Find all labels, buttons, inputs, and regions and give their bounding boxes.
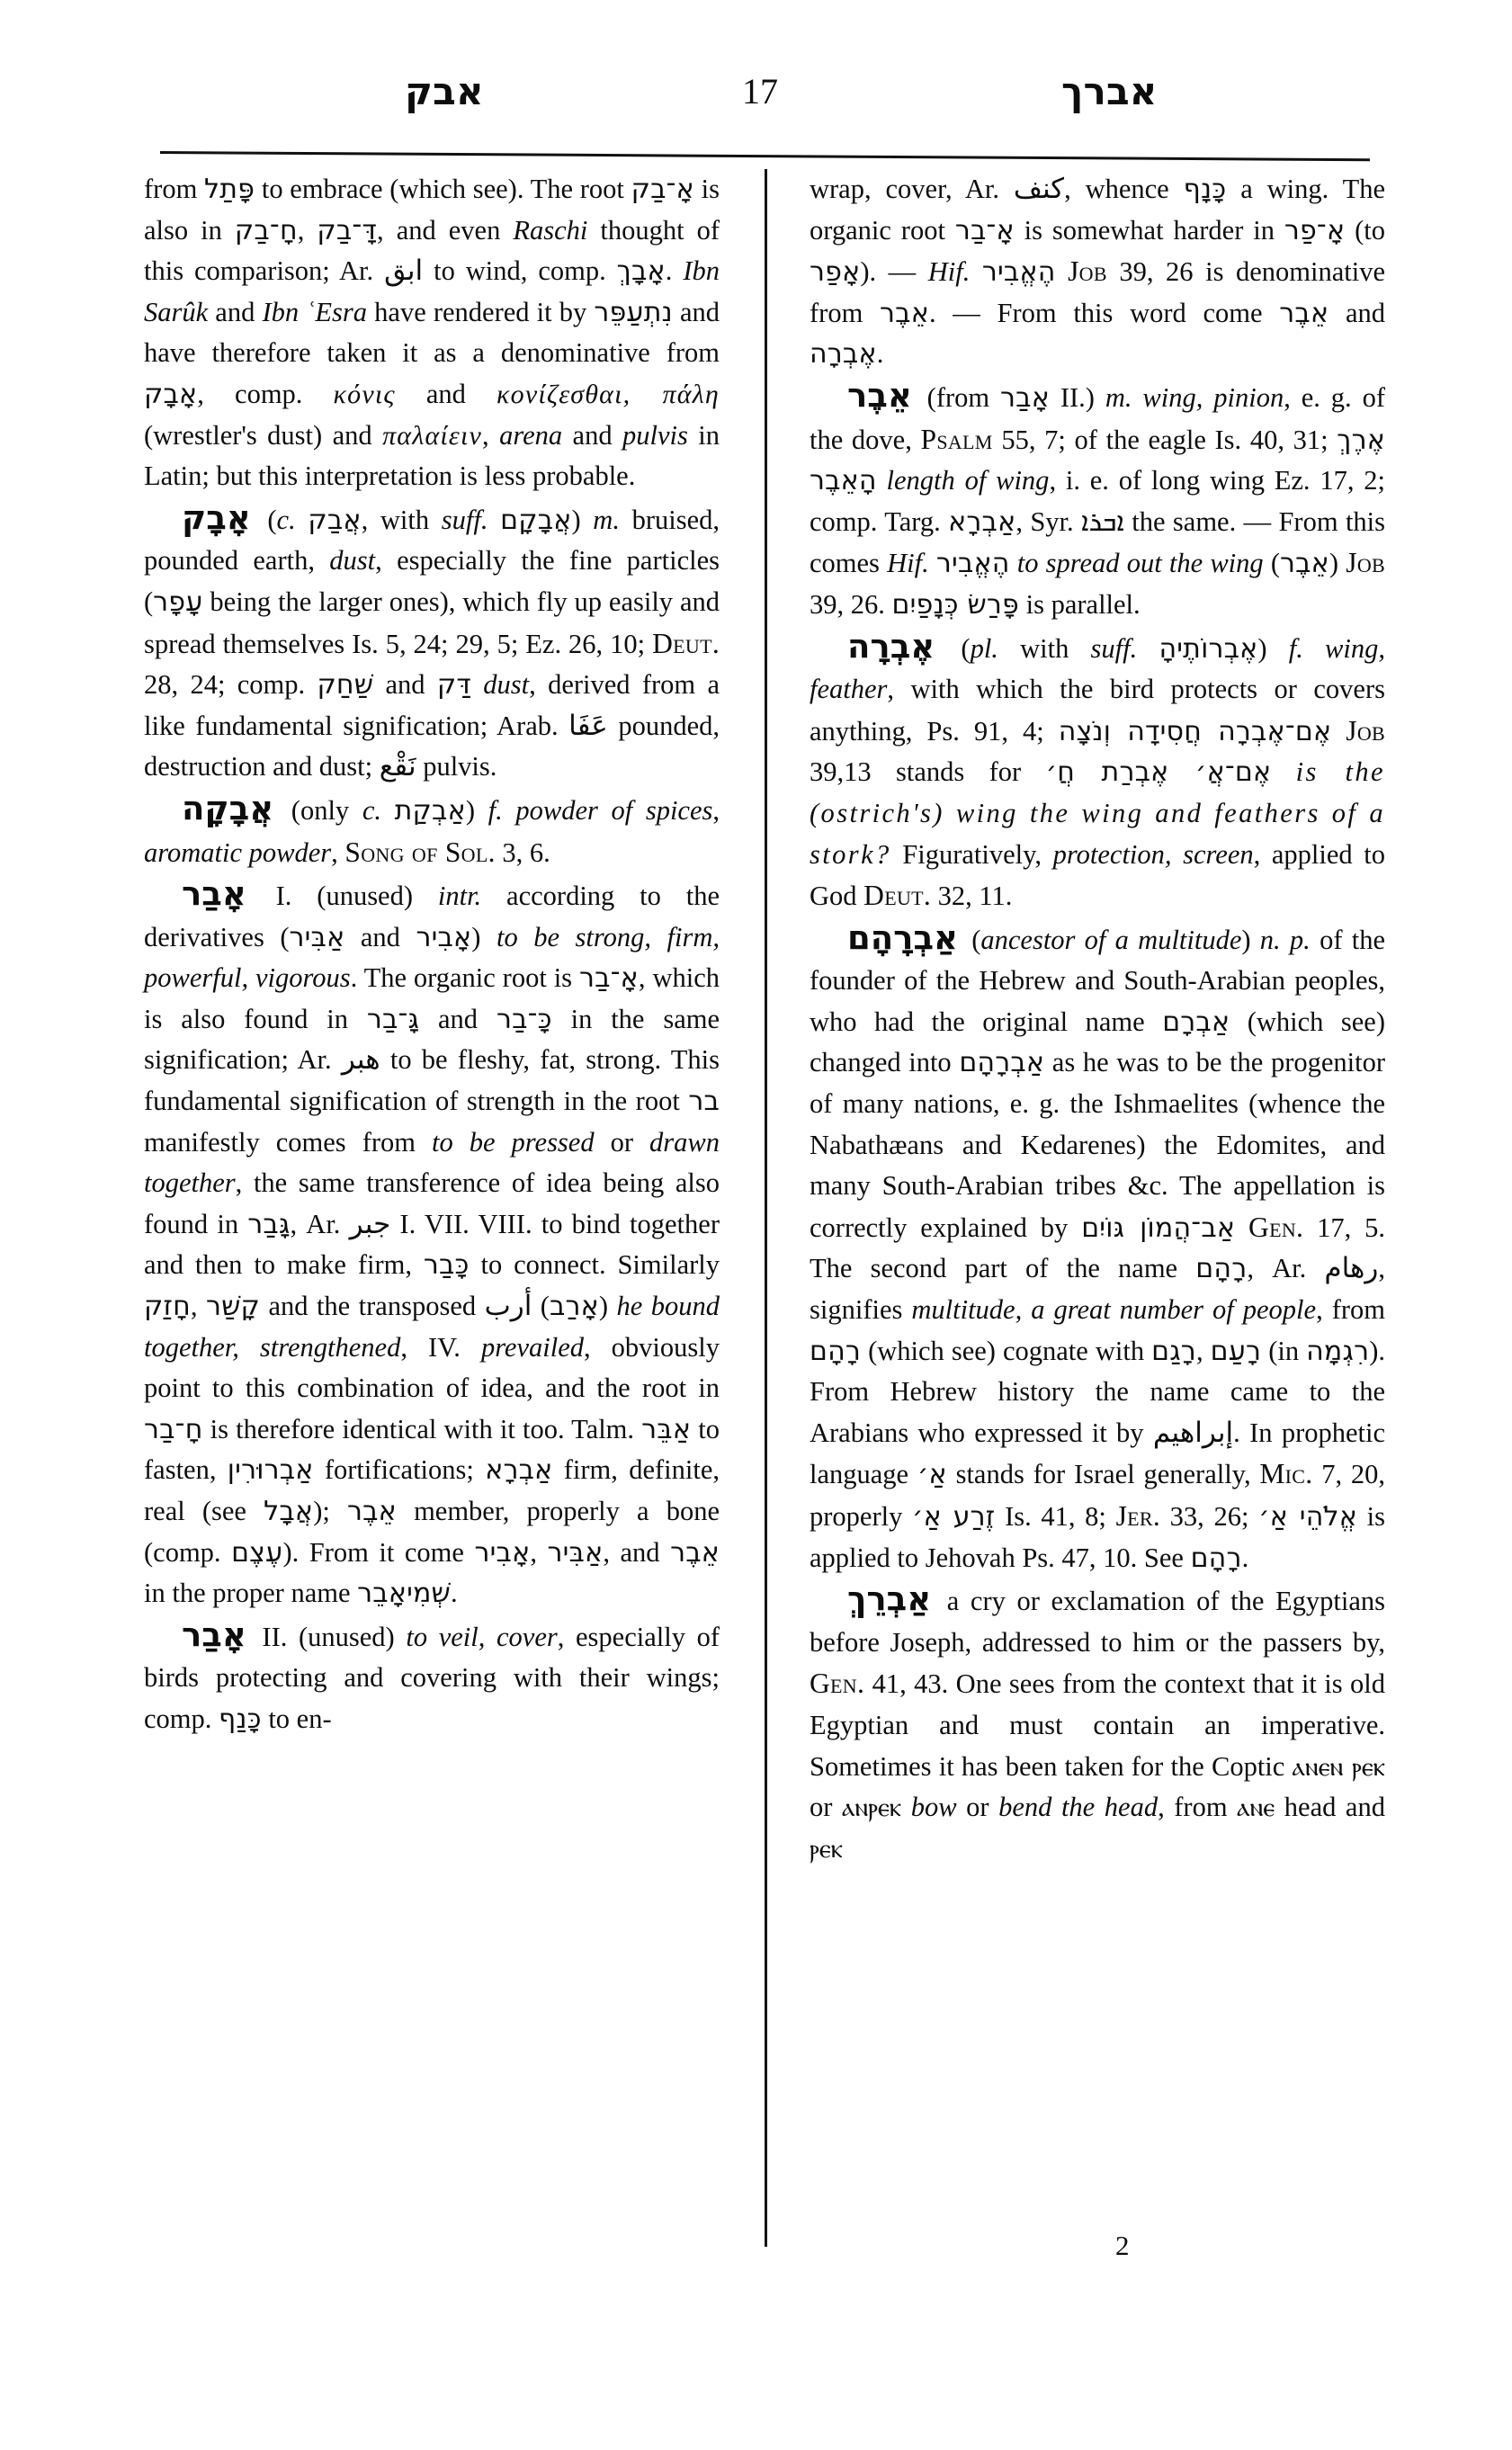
syriac-word: ܐܒܪܐ (1081, 505, 1124, 538)
hebrew-word: אָבָךְ (616, 255, 666, 288)
hebrew-word: כָּנַף (219, 1703, 262, 1735)
hebrew-word: אָ־בַק (631, 174, 694, 205)
hebrew-word: אָפַר (810, 256, 861, 289)
right-column (810, 169, 1385, 1869)
hebrew-word: דָּ־בַק (317, 214, 378, 246)
arabic-word: رهام (1324, 1252, 1379, 1285)
hebrew-word: אֵבֶר (670, 1536, 720, 1569)
entry-abrek: אַבְרֵךְ a cry or exclamation of the Egyptians before Joseph, addressed to him or the passers by, Gen. 41, 43. One sees from the context that it is old Egyptian and must contain an imperative. Sometimes it has been taken for the Coptic ⲁⲛⲉⲛ ⲣⲉⲕ or ⲁⲛⲣⲉⲕ bow or bend the head, from ⲁⲛⲉ head and ⲣⲉⲕ (810, 1579, 1386, 1864)
hebrew-word: אַבְקַת (394, 794, 466, 827)
entry-abaqah: אֲבָקָה (only c. אַבְקַת) f. powder of spices, aromatic powder, Song of Sol. 3, 6. (144, 788, 720, 868)
entry-ebrah: אֶבְרָה (pl. with suff. אֶבְרוֹתֶיהָ) f. wing, feather, with which the bird protects or covers anything, Ps. 91, 4; אֶם־אֶבְרָה חֲסִידָה וְנֹצָה Job 39,13 stands for אֶם־אֲ׳ אֶבְרַת חֲ׳ is the (ostrich's) wing the wing and feathers of a stork? Figuratively, protection, screen, applied to God Deut. 32, 11. (810, 626, 1386, 912)
headword-ebrah: אֶבְרָה (847, 626, 935, 666)
arabic-word: إبراهيم (1152, 1416, 1234, 1449)
arabic-word: عَفَا (568, 709, 608, 742)
bible-reference: Mic. (1259, 1458, 1313, 1490)
entry-abaq-noun: אָבָק (c. אֲבַק, with suff. אֲבָקָם) m. bruised, pounded earth, dust, especially the fine particles (עָפָר being the larger ones), which fly up easily and spread themselves Is. 5, 24; 29, 5; Ez. 26, 10; Deut. 28, 24; comp. שַׁחַק and דַּק dust, derived from a like fundamental signification; Arab. عَفَا pounded, destruction and dust; نَقْع pulvis. (144, 497, 720, 783)
hebrew-word: שַׁחַק (317, 669, 374, 702)
bible-reference: Deut. (863, 880, 932, 912)
hebrew-word: אָרַב (549, 1291, 599, 1323)
headword-abar-i: אָבַר (182, 874, 246, 914)
arabic-word: هبر (341, 1043, 380, 1077)
arabic-word: جبر (349, 1207, 391, 1240)
hebrew-word: אָבַר (1000, 381, 1050, 414)
hebrew-word: הֶאֱבִיר (981, 256, 1056, 289)
hebrew-word: רָהָם (1190, 1542, 1242, 1574)
bible-reference: Deut. (652, 627, 720, 659)
running-head (153, 67, 1367, 130)
greek-word: κονίζεσθαι, πάλη (497, 379, 720, 409)
hebrew-word: חָ־בַק (234, 214, 298, 246)
entry-eber: אֵבֶר (from אָבַר II.) m. wing, pinion, e. g. of the dove, Psalm 55, 7; of the eagle Is. 40, 31; אֶרֶךְ הָאֵבֶר length of wing, i. e. of long wing Ez. 17, 2; comp. Targ. אַבְרָא, Syr. ܐܒܪܐ the same. — From this comes Hif. הֶאֱבִיר to spread out the wing (אֵבֶר) Job 39, 26. פָּרַשׂ כְּנָפַיִם is parallel. (810, 375, 1386, 621)
hebrew-word: בר (688, 1086, 720, 1118)
hebrew-word: רָהָם (1195, 1253, 1248, 1285)
hebrew-word: אֱלֹהֵי אַ׳ (1258, 1501, 1358, 1533)
author-name: Ibn Sarûk (144, 255, 720, 327)
column-divider-rule (765, 169, 767, 2247)
hebrew-word: אֶרֶךְ הָאֵבֶר (810, 424, 1385, 497)
headword-abraham: אַבְרָהָם (847, 917, 958, 957)
hebrew-word: רָגַם (1151, 1335, 1196, 1367)
left-column (144, 169, 720, 1740)
headword-abaq: אָבָק (182, 497, 251, 537)
hebrew-word: גָּ־בַר (366, 1003, 420, 1035)
hebrew-word: אֵבֶר (346, 1496, 397, 1527)
hebrew-word: אָ־בַר (578, 962, 639, 995)
entry-abar-two: אָבַר II. (unused) to veil, cover, especially of birds protecting and covering with their wings; comp. כָּנַף to en- (144, 1614, 720, 1735)
hebrew-word: אַבְרָם (1162, 1006, 1230, 1038)
hebrew-word: אֶם־אֶבְרָה חֲסִידָה וְנֹצָה (1058, 715, 1332, 747)
hebrew-word: אַבִּיר (547, 1536, 604, 1569)
hebrew-word: אַב־הֲמוֹן גּוֹיִם (1081, 1212, 1236, 1244)
hebrew-word: אֲבַק (308, 504, 362, 536)
hebrew-word: אֶבְרָה (810, 338, 877, 371)
body-columns (144, 169, 1385, 2346)
headword-eber: אֵבֶר (847, 375, 912, 415)
hebrew-word: אַבְרוּרִין (227, 1454, 314, 1487)
hebrew-word: כָּ־בַר (496, 1003, 552, 1035)
hebrew-word: כָּבַר (423, 1249, 470, 1282)
headword-abar-ii: אָבַר (182, 1614, 246, 1654)
hebrew-word: אַבֵּר (641, 1413, 692, 1445)
greek-word: παλαίειν (382, 420, 483, 451)
greek-word: κόνις (333, 379, 396, 409)
hebrew-word: אֲבָקָם (500, 504, 572, 536)
hebrew-word: שְׁמִיאָבֵר (357, 1578, 452, 1610)
page-number: 17 (742, 71, 778, 112)
author-name: Ibn ʿEsra (262, 296, 368, 327)
hebrew-word: עָפָר (153, 586, 203, 618)
arabic-word: كنف (1013, 173, 1065, 205)
hebrew-word: אָ־פַר (1284, 214, 1346, 246)
hebrew-word: חָזַק (144, 1291, 191, 1323)
coptic-word: ⲁⲛⲉ (1237, 1792, 1275, 1823)
running-head-right-catchword: אברך (1061, 69, 1158, 113)
signature-mark: 2 (1115, 2230, 1130, 2261)
bible-reference: Gen. (810, 1668, 865, 1700)
latin-word: arena (499, 419, 563, 451)
arabic-word: نَقْع (379, 750, 416, 783)
paragraph-abaq-continuation: from פָּתַל to embrace (which see). The root אָ־בַק is also in חָ־בַק, דָּ־בַק, and even Raschi thought of this comparison; Ar. ابق to wind, comp. אָבָךְ. Ibn Sarûk and Ibn ʿEsra have rendered it by נִתְעַפֵּר and have therefore taken it as a denominative from אָבָק, comp. κόνις and κονίζεσθαι, πάλη (wrestler's dust) and παλαίειν, arena and pulvis in Latin; but this interpretation is less probable. (144, 174, 720, 492)
arabic-word: ابق (384, 255, 424, 288)
hebrew-word: אָבָק (144, 378, 198, 410)
hebrew-word: פָּתַל (204, 174, 255, 205)
hebrew-word: הֶאֱבִיר (935, 548, 1010, 580)
paragraph-abar-two-continuation: wrap, cover, Ar. كنف, whence כָּנָף a wing. The organic root אָ־בַר is somewhat harder in אָ־פַר (to אָפַר). — Hif. הֶאֱבִיר Job 39, 26 is denominative from אֵבֶר. — From this word come אֵבֶר and אֶבְרָה. (810, 173, 1386, 371)
coptic-word: ⲣⲉⲕ (810, 1832, 843, 1864)
coptic-word: ⲁⲛⲉⲛ ⲣⲉⲕ (1292, 1750, 1386, 1782)
entry-abar-one: אָבַר I. (unused) intr. according to the derivatives (אַבִּיר and אָבִיר) to be strong, firm, powerful, vigorous. The organic root is אָ־בַר, which is also found in גָּ־בַר and כָּ־בַר in the same signification; Ar. هبر to be fleshy, fat, strong. This fundamental signification of strength in the root בר manifestly comes from to be pressed or drawn together, the same transference of idea being also found in גָּבַר, Ar. جبر I. VII. VIII. to bind together and then to make firm, כָּבַר to connect. Similarly חָזַק, קָשַׁר and the transposed أرب (אָרַב) he bound together, strengthened, IV. prevailed, obviously point to this combination of idea, and the root in חָ־בַר is therefore identical with it too. Talm. אַבֵּר to fasten, אַבְרוּרִין fortifications; אַבְרָא firm, definite, real (see אֲבָל); אֵבֶר member, properly a bone (comp. עֶצֶם). From it come אָבִיר, אַבִּיר, and אֵבֶר in the proper name שְׁמִיאָבֵר. (144, 874, 720, 1610)
hebrew-word: חָ־בַר (144, 1413, 203, 1445)
hebrew-word: אַבְרָא (485, 1454, 553, 1487)
hebrew-word: עֶצֶם (231, 1536, 283, 1569)
bible-reference: Jer. (1115, 1500, 1161, 1532)
bible-reference: Job (1068, 255, 1107, 288)
hebrew-word: גָּבַר (247, 1208, 291, 1240)
hebrew-word: נִתְעַפֵּר (594, 296, 673, 328)
hebrew-word: אֲבָל (264, 1496, 314, 1527)
hebrew-word: רָהָם (810, 1335, 862, 1367)
author-name: Raschi (513, 214, 588, 246)
hebrew-word: אֵבֶר (880, 297, 929, 329)
bible-reference: Job (1346, 714, 1385, 747)
hebrew-word: דַּק (436, 669, 471, 702)
bible-reference: Psalm (920, 423, 993, 455)
hebrew-word: אַבְרָהָם (959, 1047, 1045, 1079)
hebrew-word: אָ־בַר (954, 214, 1015, 246)
hebrew-word: אַבִּיר (289, 921, 345, 953)
arabic-word: أرب (484, 1290, 532, 1323)
entry-abraham: אַבְרָהָם (ancestor of a multitude) n. p. of the founder of the Hebrew and South-Arabian peoples, who had the original name אַבְרָם (which see) changed into אַבְרָהָם as he was to be the progenitor of many nations, e. g. the Ishmaelites (whence the Nabathæans and Kedarenes) the Edomites, and many South-Arabian tribes &c. The appellation is correctly explained by אַב־הֲמוֹן גּוֹיִם Gen. 17, 5. The second part of the name רָהָם, Ar. رهام, signifies multitude, a great number of people, from רָהָם (which see) cognate with רָגַם, רָעַם (in רִגְמָה). From Hebrew history the name came to the Arabians who expressed it by إبراهيم. In prophetic language אַ׳ stands for Israel generally, Mic. 7, 20, properly זֶרַע אַ׳ Is. 41, 8; Jer. 33, 26; אֱלֹהֵי אַ׳ is applied to Jehovah Ps. 47, 10. See רָהָם. (810, 917, 1386, 1574)
hebrew-word: אֵבֶר (1279, 297, 1329, 329)
running-head-left-catchword: אבק (405, 69, 484, 113)
hebrew-word: אָבִיר (416, 921, 472, 953)
bible-reference: Song of Sol. (344, 836, 496, 868)
hebrew-word: רָעַם (1210, 1335, 1262, 1367)
hebrew-word: רִגְמָה (1306, 1335, 1370, 1367)
hebrew-word: קָשַׁר (205, 1291, 261, 1323)
hebrew-word: אָבִיר (474, 1536, 531, 1569)
latin-word: pulvis (622, 419, 688, 451)
hebrew-word: פָּרַשׂ כְּנָפַיִם (891, 588, 1019, 621)
hebrew-word: אֶבְרוֹתֶיהָ (1159, 632, 1258, 665)
hebrew-word: אַבְרָא (948, 505, 1016, 538)
bible-reference: Job (1346, 547, 1385, 579)
headword-abaqah: אֲבָקָה (182, 788, 274, 827)
hebrew-word: כָּנָף (1183, 174, 1227, 205)
header-rule (160, 151, 1370, 161)
hebrew-word: זֶרַע אַ׳ (912, 1501, 996, 1533)
headword-abrek: אַבְרֵךְ (847, 1579, 932, 1619)
coptic-word: ⲁⲛⲣⲉⲕ (841, 1792, 902, 1823)
hebrew-word: אֶם־אֲ׳ אֶבְרַת חֲ׳ (1045, 756, 1272, 789)
hebrew-word: אַ׳ (917, 1459, 947, 1491)
hebrew-word: אֵבֶר (1279, 548, 1329, 580)
bible-reference: Gen. (1248, 1211, 1304, 1243)
